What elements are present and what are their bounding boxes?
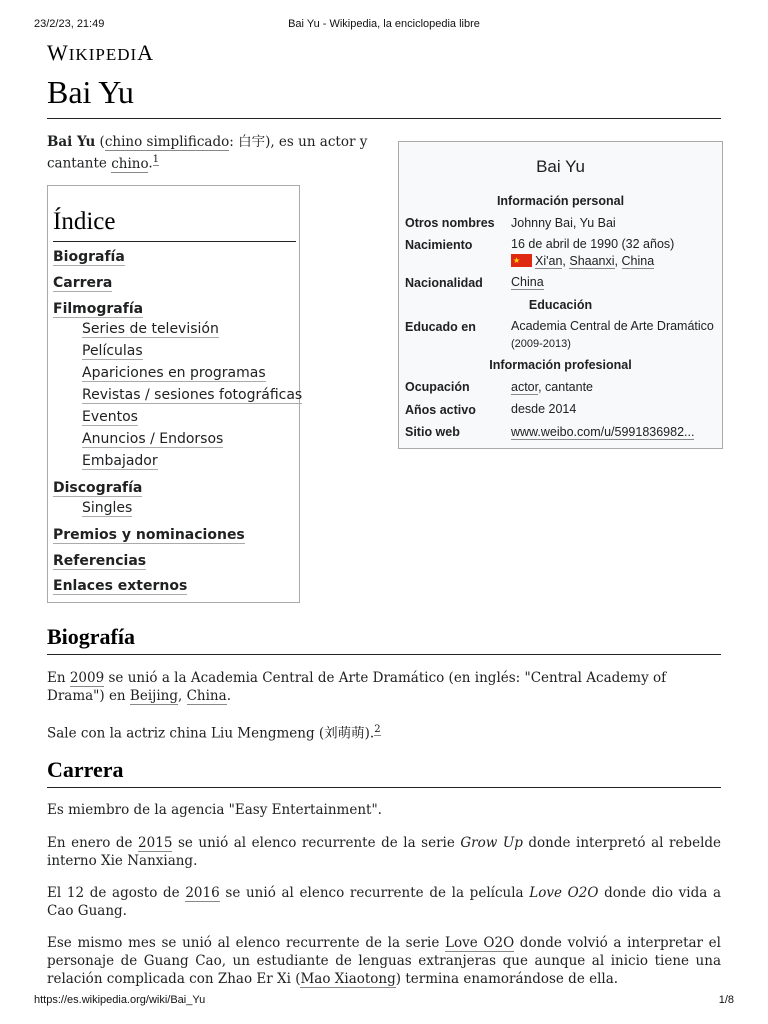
heading-biografia: Biografía (47, 624, 721, 655)
school-years: (2009-2013) (511, 338, 571, 350)
toc-item-revistas[interactable]: Revistas / sesiones fotográficas (82, 387, 303, 403)
carrera-paragraph-3: El 12 de agosto de 2016 se unió al elenco recurrente de la película Love O2O donde dio vida a Cao Guang. (47, 885, 721, 919)
toc-item-carrera[interactable]: Carrera (53, 275, 113, 291)
birth-place: ★Xi'an, Shaanxi, China (511, 253, 716, 270)
carrera-paragraph-4: Ese mismo mes se unió al elenco recurrente de la serie Love O2O donde volvió a interpretar el personaje de Guang Cao, un estudiante de lenguas extranjeras que aunque al inicio tiene una relación complicada con Zhao Er Xi (Mao Xiaotong) termina enamorándose de ella. (47, 935, 721, 987)
toc-item-apariciones[interactable]: Apariciones en programas (82, 365, 266, 381)
label-anos-activo: Años activo (405, 403, 476, 417)
toc-item-series[interactable]: Series de televisión (82, 321, 219, 337)
label-otros-nombres: Otros nombres (405, 216, 495, 230)
heading-carrera: Carrera (47, 757, 721, 788)
link-chino-simplificado[interactable]: chino simplificado (104, 134, 230, 150)
toc-item-peliculas[interactable]: Películas (82, 343, 143, 359)
toc-item-premios[interactable]: Premios y nominaciones (53, 527, 245, 543)
logo-first: W (47, 40, 69, 65)
link-shaanxi[interactable]: Shaanxi (569, 254, 615, 268)
table-of-contents (47, 185, 303, 603)
intro-colon: : 白宇), es un actor y cantante (47, 134, 368, 172)
intro-open: ( (95, 134, 105, 150)
toc-item-enlaces[interactable]: Enlaces externos (53, 578, 188, 594)
toc-item-biografia[interactable]: Biografía (53, 249, 125, 265)
link-china-birth[interactable]: China (621, 254, 655, 268)
print-page-number: 1/8 (718, 994, 734, 1006)
print-url: https://es.wikipedia.org/wiki/Bai_Yu (34, 994, 206, 1006)
label-nacionalidad: Nacionalidad (405, 276, 483, 290)
toc-item-singles[interactable]: Singles (82, 500, 133, 516)
toc-item-anuncios[interactable]: Anuncios / Endorsos (82, 431, 224, 447)
link-weibo[interactable]: www.weibo.com/u/5991836982... (511, 425, 695, 439)
ref-1[interactable]: 1 (152, 154, 160, 165)
carrera-paragraph-2: En enero de 2015 se unió al elenco recurrente de la serie Grow Up donde interpretó al rebelde interno Xie Nanxiang. (47, 835, 722, 869)
link-xian[interactable]: Xi'an (535, 254, 563, 268)
biografia-paragraph-1: En 2009 se unió a la Academia Central de Arte Dramático (en inglés: "Central Academy of Drama") en Beijing, China. (47, 670, 667, 704)
birth-date: 16 de abril de 1990 (32 años) (511, 237, 675, 251)
carrera-paragraph-1: Es miembro de la agencia "Easy Entertainment". (47, 802, 382, 818)
china-flag-icon (511, 254, 532, 267)
link-actor[interactable]: actor (511, 380, 539, 394)
value-ocupacion: actor, cantante (511, 380, 594, 394)
value-otros-nombres: Johnny Bai, Yu Bai (511, 216, 616, 230)
toc-title: Índice (53, 208, 296, 242)
toc-item-eventos[interactable]: Eventos (82, 409, 138, 425)
logo-rest: IKIPEDI (68, 45, 138, 64)
intro-paragraph (47, 133, 387, 173)
label-educado-en: Educado en (405, 320, 476, 334)
value-anos-activo: desde 2014 (511, 402, 577, 416)
page-title: Bai Yu (47, 74, 721, 119)
label-ocupacion: Ocupación (405, 380, 470, 394)
link-2016[interactable]: 2016 (185, 885, 220, 901)
infobox-title: Bai Yu (536, 157, 585, 176)
infobox-section-personal: Información personal (496, 194, 625, 208)
film-love-o2o: Love O2O (529, 885, 599, 901)
label-sitio-web: Sitio web (405, 425, 460, 439)
print-title: Bai Yu - Wikipedia, la enciclopedia libre (288, 18, 480, 30)
link-china-bio[interactable]: China (186, 688, 227, 704)
link-love-o2o-series[interactable]: Love O2O (445, 935, 515, 951)
value-nacimiento (511, 236, 716, 270)
value-nacionalidad (511, 274, 716, 291)
print-datetime: 23/2/23, 21:49 (34, 18, 105, 30)
toc-item-discografia[interactable]: Discografía (53, 480, 143, 496)
series-grow-up: Grow Up (460, 835, 523, 851)
biografia-paragraph-2: Sale con la actriz china Liu Mengmeng (刘萌萌).$^2$ (47, 724, 381, 742)
link-2009[interactable]: 2009 (69, 670, 105, 686)
link-beijing[interactable]: Beijing (129, 688, 178, 704)
infobox (398, 141, 723, 449)
toc-item-filmografia[interactable]: Filmografía (53, 301, 144, 317)
ref-2[interactable]: 2 (374, 724, 381, 735)
link-mao-xiaotong[interactable]: Mao Xiaotong (300, 971, 396, 987)
link-china-nationality[interactable]: China (511, 275, 544, 289)
value-sitio-web (511, 424, 716, 441)
label-nacimiento: Nacimiento (405, 238, 473, 252)
infobox-section-educacion: Educación (528, 298, 593, 312)
logo-last: A (137, 40, 155, 65)
toc-item-referencias[interactable]: Referencias (53, 553, 147, 569)
link-2015[interactable]: 2015 (138, 835, 173, 851)
toc-item-embajador[interactable]: Embajador (82, 453, 158, 469)
intro-name: Bai Yu (47, 134, 96, 150)
value-educado-en (511, 318, 716, 353)
infobox-section-profesional: Información profesional (489, 358, 632, 372)
wikipedia-logo[interactable] (47, 40, 154, 66)
school-name: Academia Central de Arte Dramático (511, 319, 714, 333)
link-chino[interactable]: chino (111, 155, 149, 172)
intro-end: . (148, 155, 153, 172)
